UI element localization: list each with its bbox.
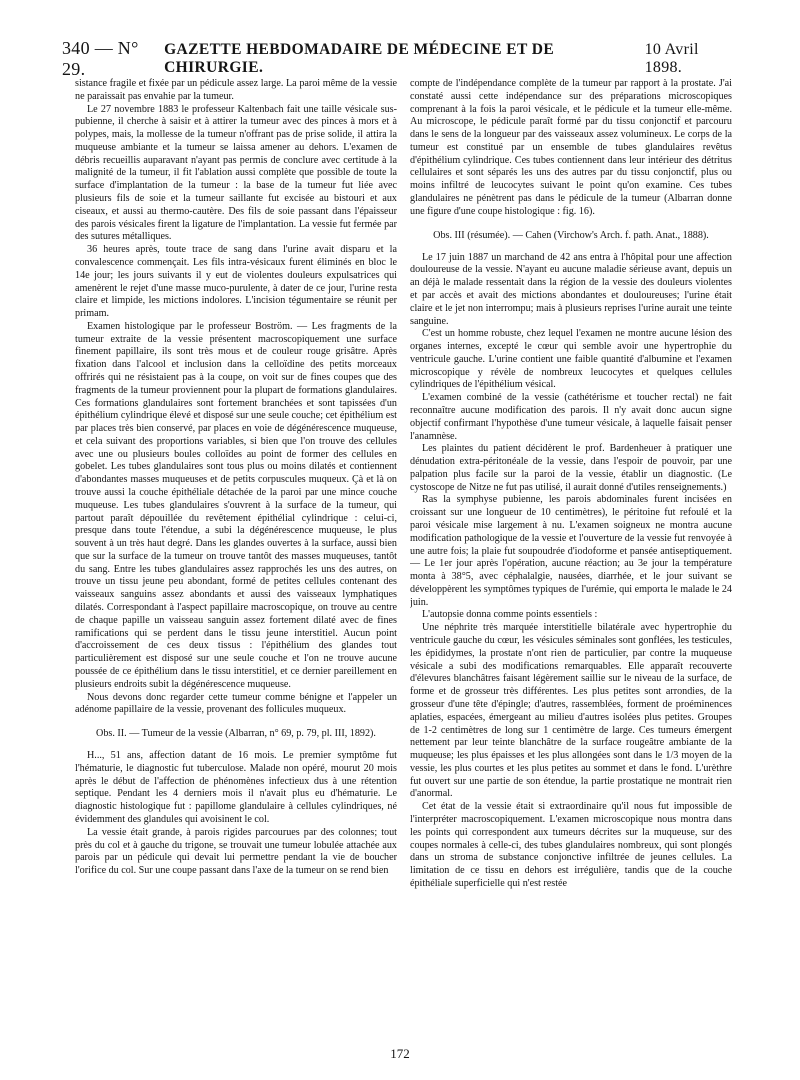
paragraph: Une néphrite très marquée interstitielle bilatérale avec hypertrophie du ventricule gauche du cœur, les vésicules séminales sont gonflées, les testicules, les épididymes, la prostate n'ont rien de particulier, par contre la muqueuse vésicale a subi des modifications remarquables. Elle apparaît recouverte d'élevures blanchâtres faisant légèrement saillie sur le niveau de la surface, de forme et de grosseur très différentes. Les plus petites sont arrondies, de la grosseur d'une tête d'épingle; d'autres, rassemblées, forment de proéminences aplaties, espacées, émergeant au milieu d'autres isolées plus petites. Groupes de 1-2 centimètres de long sur 1 centimètre de large. Ces tumeurs émergent nettement par leur teinte blanchâtre de la surface rougeâtre ambiante de la muqueuse; les plus épaisses et les plus allongées sont dans le 1/3 moyen de la vessie, les plus courtes et les plus petites au sommet et dans le fond. L'urèthre fut ouvert sur une partie de son étendue, la partie prostatique ne montrait rien d'anormal. (410, 622, 732, 800)
left-column (75, 78, 397, 1028)
paragraph: 36 heures après, toute trace de sang dans l'urine avait disparu et la convalescence commençait. Les fils intra-vésicaux furent éliminés en bloc le 14e jour; les jours suivants il y eut de violentes douleurs expulsatrices qui amenèrent le rejet d'une masse muco-purulente, à dater de ce jour, l'urine resta claire et limpide, les mictions indolores. L'incision tégumentaire se réunit per primam. (75, 244, 397, 320)
paragraph: Le 27 novembre 1883 le professeur Kaltenbach fait une taille vésicale sus-pubienne, il cherche à saisir et à attirer la tumeur avec des pinces à mors et à polypes, mais, la mollesse de la tumeur n'offrant pas de prise solide, il attira la muqueuse ambiante et la tumeur se laissa amener au dehors. L'examen de débris recueillis auparavant n'ayant pas permis de conclure avec certitude à la malignité de la tumeur, il fit l'ablation aussi complète que possible de toute la surface d'implantation de la tumeur : la base de la tumeur fut liée avec plusieurs fils de soie et la tumeur saillante fut excisée au bistouri et aux ciseaux, et aussi au thermo-cautère. Des fils de soie passant dans l'épaisseur des parois vésicales firent la ligature de l'implantation. La vessie fut fermée par des sutures métalliques. (75, 103, 397, 243)
paragraph: L'examen combiné de la vessie (cathétérisme et toucher rectal) ne fait reconnaître aucune modification des parois. Il n'y avait donc aucun signe objectif confirmant l'hypothèse d'une tumeur vésicale, à laquelle faisait penser l'anamnèse. (410, 392, 732, 442)
paragraph: H..., 51 ans, affection datant de 16 mois. Le premier symptôme fut l'hématurie, le diagnostic fut tuberculose. Malade non opéré, mourut 20 mois après le début de l'affection de phénomènes infectieux dus à une rétention septique. Pendant les 4 derniers mois il n'avait plus eu d'hématurie. Le diagnostic histologique fut : papillome glandulaire à cellules cylindriques, né évidemment des glandules qui avoisinent le col. (75, 750, 397, 825)
paragraph: Cet état de la vessie était si extraordinaire qu'il nous fut impossible de l'interpréter macroscopiquement. L'examen microscopique nous montra dans les points qui correspondent aux tumeurs décrites sur la muqueuse, sur des coupes normales à celle-ci, des tubes glandulaires nombreux, qui sont plongés dans un stroma de substance conjonctive infiltrée de jeunes cellules. La limitation de ce tissu en dehors est irrégulière, tandis que de la couche épithéliale superficielle qui n'est restée (410, 801, 732, 889)
right-column (410, 78, 732, 1028)
issue-date: 10 Avril 1898. (644, 41, 699, 76)
paragraph: C'est un homme robuste, chez lequel l'examen ne montre aucune lésion des organes internes, excepté le cœur qui semble avoir une hypertrophie du ventricule gauche. L'urine contient une faible quantité d'albumine et l'examen microscopique y révèle de nombreux leucocytes et quelques cellules cylindriques de l'épithélium vésical. (410, 328, 732, 391)
page-number: 172 (390, 1046, 410, 1061)
paragraph: Nous devons donc regarder cette tumeur comme bénigne et l'appeler un adénome papillaire de la vessie, provenant des follicules muqueux. (75, 691, 397, 716)
running-header (62, 38, 738, 79)
observation-heading: Obs. II. — Tumeur de la vessie (Albarran, n° 69, p. 79, pl. III, 1892). (96, 728, 376, 740)
paragraph: sistance fragile et fixée par un pédicule assez large. La paroi même de la vessie ne paraissait pas envahie par la tumeur. (75, 78, 397, 102)
paragraph: La vessie était grande, à parois rigides parcourues par des colonnes; tout près du col et à gauche du trigone, se trouvait une tumeur lobulée attachée aux parois par un pédicule qui devait lui permettre pendant la vie de boucher l'orifice du col. Sur une coupe passant dans l'axe de la tumeur on se rend bien (75, 826, 397, 877)
page-folio: 340 — N° 29. (62, 38, 139, 79)
observation-heading: Obs. III (résumée). — Cahen (Virchow's Arch. f. path. Anat., 1888). (433, 229, 709, 241)
paragraph: Le 17 juin 1887 un marchand de 42 ans entra à l'hôpital pour une affection douloureuse de la vessie. N'ayant eu aucune maladie sérieuse avant, depuis un an déjà le malade ressentait dans la région de la vessie des douleurs violentes et par accès et avait des mictions abondantes et douloureuses; l'urine était claire et le jet non interrompu; mais à plusieurs reprises l'urine aurait une teinte sanguine. (410, 251, 732, 327)
paragraph: Les plaintes du patient décidèrent le prof. Bardenheuer à pratiquer une dénudation extra-péritonéale de la vessie, dans l'espoir de pouvoir, par une palpation plus facile sur la paroi de la vessie, établir un diagnostic. (Le cystoscope de Nitze ne fut pas utilisé, il aurait donné d'utiles renseignements.) (410, 443, 732, 493)
paragraph: compte de l'indépendance complète de la tumeur par rapport à la prostate. J'ai constaté aussi cette indépendance sur des préparations microscopiques comprenant à la fois la paroi vésicale, et le pédicule et la tumeur elle-même. Au microscope, le pédicule paraît formé par du tissu conjonctif et parcouru dans le sens de la longueur par des vaisseaux assez volumineux. Le corps de la tumeur est constitué par un ensemble de tubes glandulaires revêtus d'épithélium cylindrique. Ces tubes contiennent dans leur intérieur des détritus cellulaires et sont séparés les uns des autres par du tissu conjonctif, plus ou moins infiltré de leucocytes suivant le point qu'on examine. Ces tubes glandulaires ne pénètrent pas dans le pédicule de la tumeur (Albarran donne une figure d'une coupe histologique : fig. 16). (410, 78, 732, 217)
paragraph: L'autopsie donna comme points essentiels : (422, 609, 598, 621)
paragraph: Ras la symphyse pubienne, les parois abdominales furent incisées en croissant sur une longueur de 10 centimètres), le péritoine fut refoulé et la paroi vésicale mise largement à nu. L'examen soigneux ne montra aucune modification pathologique de la vessie et l'ouverture de la vessie fut renvoyée à une autre fois; la plaie fut soupoudrée d'iodoforme et pansée antiseptiquement. — Le 1er jour après l'opération, aucune réaction; au 3e jour la température monta à 38°5, avec céphalalgie, nausées, diarrhée, et le jour suivant se développèrent les symptômes typiques de l'urémie, qui emporta le malade le 24 juin. (410, 494, 732, 608)
paragraph: Examen histologique par le professeur Boström. — Les fragments de la tumeur extraite de la vessie présentent macroscopiquement une surface finement papillaire, ils sont très mous et de couleur rouge grisâtre. Après fixation dans l'alcool et inclusion dans la celloïdine des petits morceaux offrirés qui ne résistaient pas à la coupe, on voit sur de fines coupes que des fragments de la tumeur proviennent pour la plupart de formations glandulaires. Ces formations glandulaires sont fortement branchées et sont tapissées d'un épithélium cylindrique élevé et disposé sur une seule couche; cet épithélium est par places très bien conservé, par places en voie de dégénérescence muqueuse, et cela suivant des proportions variables, si bien que l'on trouve des cellules avec une ou plusieurs boules colloïdes au point de former des cellules en gobelet. Les tubes glandulaires sont tous plus ou moins dilatés et contiennent d'abondantes masses muqueuses et de petits corpuscules muqueux. Çà et là on trouve aussi la couche épithéliale détachée de la paroi par une mince couche muqueuse. Les tubes glandulaires s'ouvrent à la surface de la tumeur, qui partout paraît dépouillée du revêtement épithélial cylindrique : celui-ci, presque dans toute l'étendue, a subi la dégénérescence muqueuse, le plus souvent à un très haut degré. Dans les glandes ouvertes à la surface, aussi bien que sur la surface de la tumeur on trouve tantôt des masses muqueuses, tantôt du sang. Entre les tubes glandulaires assez rapprochés les uns des autres, on trouve un tissu jeune peu abondant, formé de petites cellules contenant des vaisseaux sanguins assez abondants et aussi des vaisseaux lymphatiques dilatés. Correspondant à l'aspect papillaire macroscopique, on trouve au centre de chaque papille un vaisseau sanguin assez fortement dilaté avec de fines ramifications qui se perdent dans le tissu jeune interstitiel. Aucun point d'accroissement de ces deux tissus : l'épithélium des glandes tout particulièrement est disposé sur une seule couche et l'on ne trouve aucune poussée de ce épithélium dans le tissu interstitiel, et ce dernier pareillement en plusieurs endroits subit la dégénérescence muqueuse. (75, 320, 397, 690)
journal-title: GAZETTE HEBDOMADAIRE DE MÉDECINE ET DE CHIRURGIE. (164, 41, 555, 76)
